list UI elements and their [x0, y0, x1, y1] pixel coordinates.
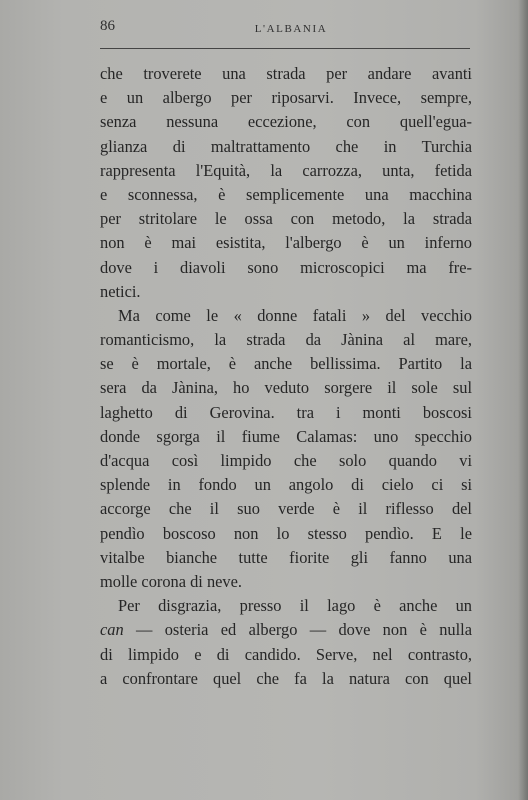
text-line: non è mai esistita, l'albergo è un inferno [100, 233, 472, 253]
text-line: donde sgorga il fiume Calamas: uno specchio [100, 426, 472, 446]
text-line: dove i diavoli sono microscopici ma fre- [100, 257, 472, 277]
text-line: e un albergo per riposarvi. Invece, sempre, [100, 88, 472, 108]
text-line [100, 618, 472, 642]
text-line: se è mortale, è anche bellissima. Partito la [100, 354, 472, 374]
paragraph-3 [100, 594, 472, 691]
text-line: glianza di maltrattamento che in Turchia [100, 136, 472, 156]
text-line: a confrontare quel che fa la natura con quel [100, 668, 472, 688]
text-line: e sconnessa, è semplicemente una macchina [100, 184, 472, 204]
text-line: rappresenta l'Equità, la carrozza, unta, fetida [100, 160, 472, 180]
text-line: accorge che il suo verde è il riflesso del [100, 499, 472, 519]
text-line: pendìo boscoso non lo stesso pendìo. E le [100, 523, 472, 543]
header-rule [100, 48, 470, 49]
text-line-rest: — osteria ed albergo — dove non è nulla [136, 620, 472, 640]
paragraph-2 [100, 304, 472, 594]
text-line: Ma come le « donne fatali » del vecchio [118, 305, 472, 325]
text-line: laghetto di Gerovina. tra i monti boscosi [100, 402, 472, 422]
text-line: per stritolare le ossa con metodo, la strada [100, 209, 472, 229]
page-number: 86 [100, 18, 115, 34]
body-text [100, 62, 472, 691]
running-head: L'ALBANIA [254, 23, 328, 35]
text-line: che troverete una strada per andare avanti [100, 64, 472, 83]
paragraph-1 [100, 62, 472, 304]
text-line: molle corona di neve. [100, 571, 243, 591]
text-line: senza nessuna eccezione, con quell'egua- [100, 112, 472, 132]
text-line: romanticismo, la strada da Jànina al mare, [100, 330, 472, 350]
text-line: Per disgrazia, presso il lago è anche un [118, 596, 472, 616]
italic-word: can [100, 620, 124, 640]
page-header [100, 18, 470, 44]
text-line: vitalbe bianche tutte fiorite gli fanno una [100, 547, 472, 567]
text-line: d'acqua così limpido che solo quando vi [100, 451, 472, 470]
text-line: di limpido e di candido. Serve, nel contrasto, [100, 644, 472, 664]
text-line: netici. [100, 281, 141, 301]
text-line: splende in fondo un angolo di cielo ci si [100, 475, 472, 495]
page-edge-shadow [518, 0, 528, 800]
text-line: sera da Jànina, ho veduto sorgere il sole sul [100, 378, 472, 398]
